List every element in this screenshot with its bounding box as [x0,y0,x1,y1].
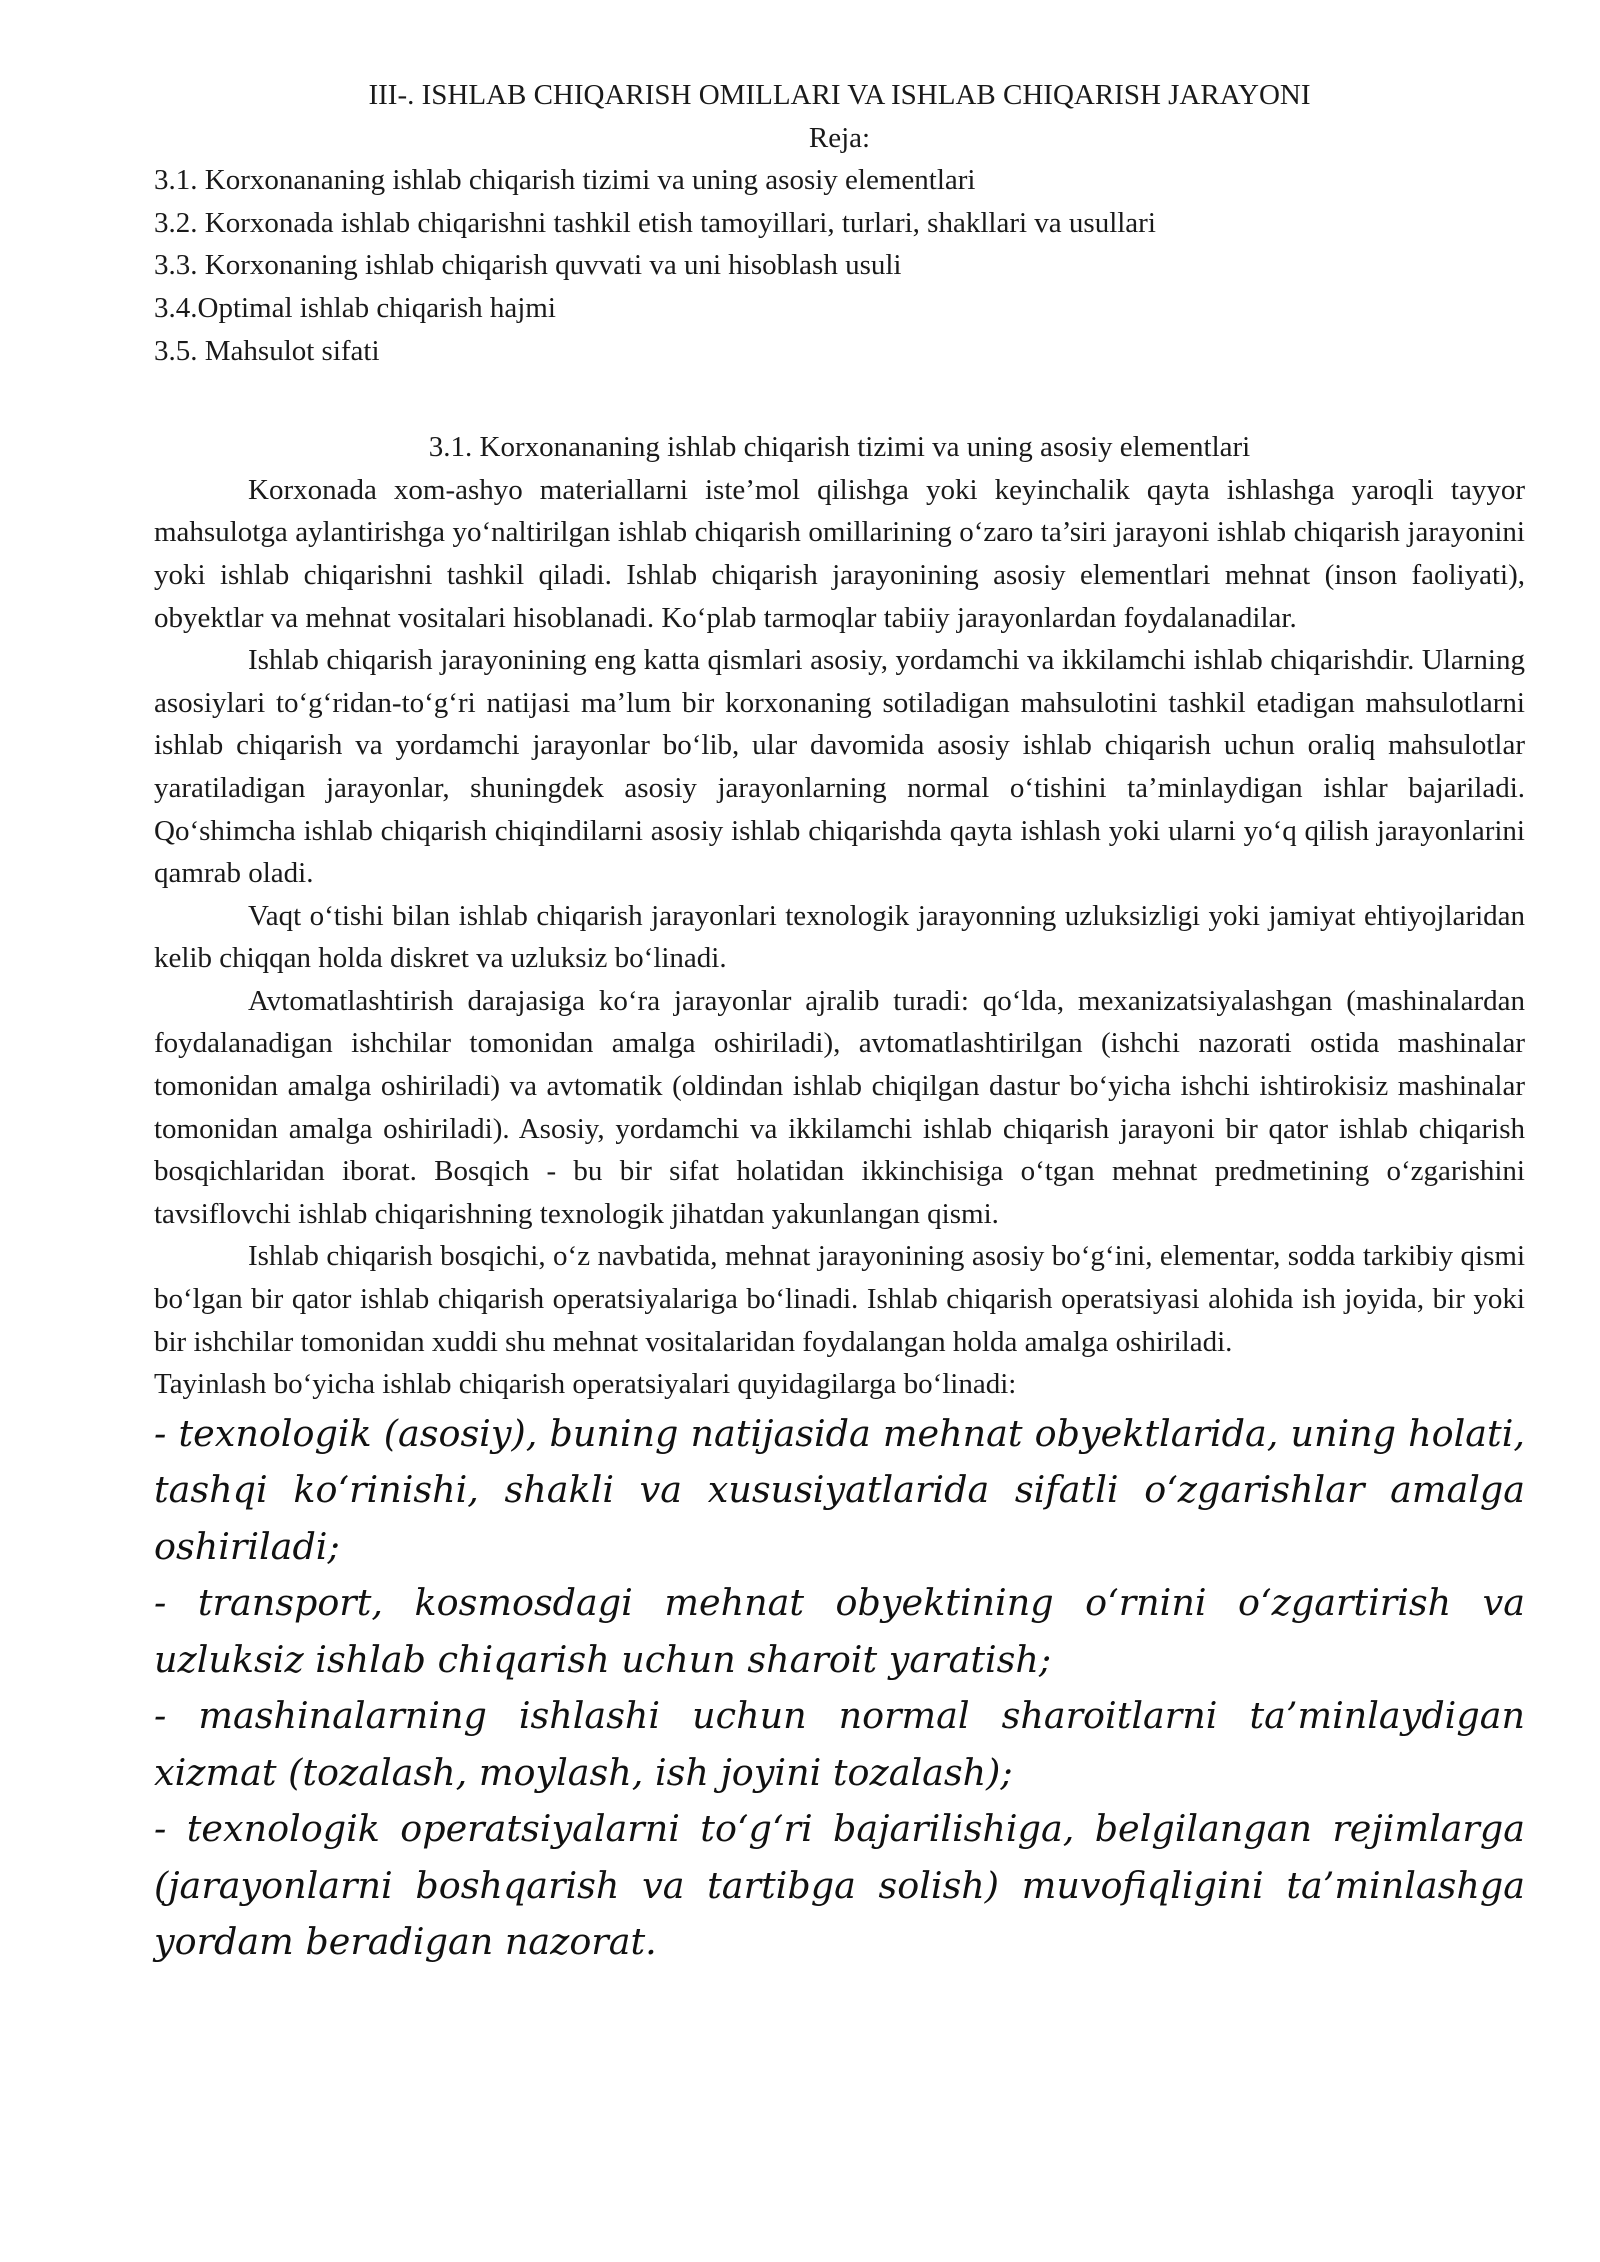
toc-item: 3.1. Korxonananing ishlab chiqarish tizimi va uning asosiy elementlari [154,164,976,197]
toc-item: 3.2. Korxonada ishlab chiqarishni tashkil etish tamoyillari, turlari, shakllari va usullari [154,206,1156,239]
body-paragraph: Ishlab chiqarish bosqichi, o‘z navbatida, mehnat jarayonining asosiy bo‘g‘ini, elementar, sodda tarkibiy qismi bo‘lgan bir qator ishlab chiqarish operatsiyalariga bo‘linadi. Ishlab chiqarish operatsiyasi alohida ish joyida, bir yoki bir ishchilar tomonidan xuddi shu mehnat vositalaridan foydalangan holda amalga oshiriladi. [154,1240,1525,1358]
list-intro: Tayinlash bo‘yicha ishlab chiqarish operatsiyalari quyidagilarga bo‘linadi: [154,1368,1017,1401]
list-item: - transport, kosmosdagi mehnat obyektining o‘rnini o‘zgartirish va uzluksiz ishlab chiqarish uchun sharoit yaratish; [154,1581,1525,1681]
body-paragraph: Vaqt o‘tishi bilan ishlab chiqarish jarayonlari texnologik jarayonning uzluksizligi yoki jamiyat ehtiyojlaridan kelib chiqqan holda diskret va uzluksiz bo‘linadi. [154,899,1525,975]
list-item: - texnologik (asosiy), buning natijasida mehnat obyektlarida, uning holati, tashqi ko‘rinishi, shakli va xususiyatlarida sifatli o‘zgarishlar amalga oshiriladi; [154,1411,1525,1568]
spacer [154,372,1525,426]
list-item: - mashinalarning ishlashi uchun normal sharoitlarni ta’minlaydigan xizmat (tozalash, moylash, ish joyini tozalash); [154,1694,1525,1794]
document-page [154,74,1525,1971]
section-heading: 3.1. Korxonananing ishlab chiqarish tizimi va uning asosiy elementlari [428,431,1251,464]
chapter-title: III-. ISHLAB CHIQARISH OMILLARI VA ISHLAB CHIQARISH JARAYONI [368,79,1311,111]
toc-item: 3.4.Optimal ishlab chiqarish hajmi [154,291,556,324]
body-paragraph: Ishlab chiqarish jarayonining eng katta qismlari asosiy, yordamchi va ikkilamchi ishlab chiqarishdir. Ularning asosiylari to‘g‘ridan-to‘g‘ri natijasi ma’lum bir korxonaning sotiladigan mahsulotini tashkil etadigan mahsulotlarni ishlab chiqarish va yordamchi jarayonlar bo‘lib, ular davomida asosiy ishlab chiqarish uchun oraliq mahsulotlar yaratiladigan jarayonlar, shuningdek asosiy jarayonlarning normal o‘tishini ta’minlaydigan ishlar bajariladi. Qo‘shimcha ishlab chiqarish chiqindilarni asosiy ishlab chiqarishda qayta ishlash yoki ularni yo‘q qilish jarayonlarini qamrab oladi. [154,644,1525,890]
toc-item: 3.5. Mahsulot sifati [154,334,380,367]
body-paragraph: Korxonada xom-ashyo materiallarni iste’mol qilishga yoki keyinchalik qayta ishlashga yaroqli tayyor mahsulotga aylantirishga yo‘naltirilgan ishlab chiqarish omillarining o‘zaro ta’siri jarayoni ishlab chiqarish jarayonini yoki ishlab chiqarishni tashkil qiladi. Ishlab chiqarish jarayonining asosiy elementlari mehnat (inson faoliyati), obyektlar va mehnat vositalari hisoblanadi. Ko‘plab tarmoqlar tabiiy jarayonlardan foydalanadilar. [154,473,1525,634]
toc-item: 3.3. Korxonaning ishlab chiqarish quvvati va uni hisoblash usuli [154,249,902,282]
table-of-contents [154,159,1525,372]
body-paragraph: Avtomatlashtirish darajasiga ko‘ra jarayonlar ajralib turadi: qo‘lda, mexanizatsiyalashgan (mashinalardan foydalanadigan ishchilar tomonidan amalga oshiriladi), avtomatlashtirilgan (ishchi nazorati ostida mashinalar tomonidan amalga oshiriladi) va avtomatik (oldindan ishlab chiqilgan dastur bo‘yicha ishchi ishtirokisiz mashinalar tomonidan amalga oshiriladi). Asosiy, yordamchi va ikkilamchi ishlab chiqarish jarayoni bir qator ishlab chiqarish bosqichlaridan iborat. Bosqich - bu bir sifat holatidan ikkinchisiga o‘tgan mehnat predmetining o‘zgarishini tavsiflovchi ishlab chiqarishning texnologik jihatdan yakunlangan qismi. [154,984,1525,1230]
plan-label: Reja: [808,121,871,154]
list-item: - texnologik operatsiyalarni to‘g‘ri bajarilishiga, belgilangan rejimlarga (jarayonlarni boshqarish va tartibga solish) muvofiqligini ta’minlashga yordam beradigan nazorat. [154,1807,1525,1964]
